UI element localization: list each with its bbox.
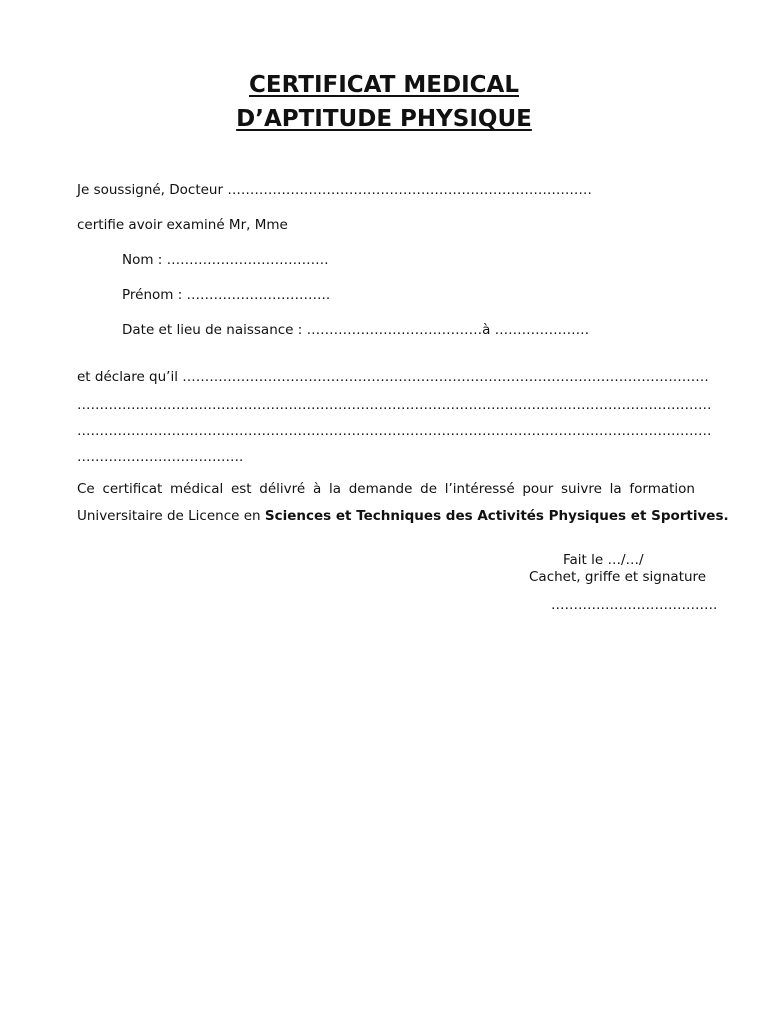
purpose-line-2: [77, 503, 729, 530]
purpose-line-1: Ce certificat médical est délivré à la demande de l’intéressé pour suivre la formation: [77, 481, 695, 497]
document-title-line-1: CERTIFICAT MEDICAL: [249, 72, 519, 98]
signature-dotted-line: ……………………………….: [551, 597, 718, 613]
nom-field-line: Nom : ………………………………: [122, 252, 329, 268]
signature-date-line: Fait le …/…/: [563, 552, 644, 568]
blank-dotted-line-2: ……………………………………………………………………………………………………………………………: [77, 423, 712, 439]
prenom-field-line: Prénom : …………………………..: [122, 287, 331, 303]
signature-stamp-label: Cachet, griffe et signature: [529, 569, 707, 585]
doctor-line: Je soussigné, Docteur ………………………………………………………………………: [77, 182, 592, 198]
examined-line: certifie avoir examiné Mr, Mme: [77, 217, 288, 233]
blank-dotted-line-1: ……………………………………………………………………………………………………………………………: [77, 397, 712, 413]
birth-date-place-line: Date et lieu de naissance : …………………………………à …………………: [122, 322, 590, 338]
document-title-line-2: D’APTITUDE PHYSIQUE: [236, 106, 532, 132]
blank-dotted-line-3: ……………………………….: [77, 449, 244, 465]
declare-line: et déclare qu’il ………………………………………………………………………………………………………: [77, 369, 709, 385]
program-name: Sciences et Techniques des Activités Physiques et Sportives.: [264, 508, 729, 524]
purpose-paragraph: [77, 476, 729, 530]
purpose-line-2-prefix: Universitaire de Licence en: [77, 508, 265, 524]
